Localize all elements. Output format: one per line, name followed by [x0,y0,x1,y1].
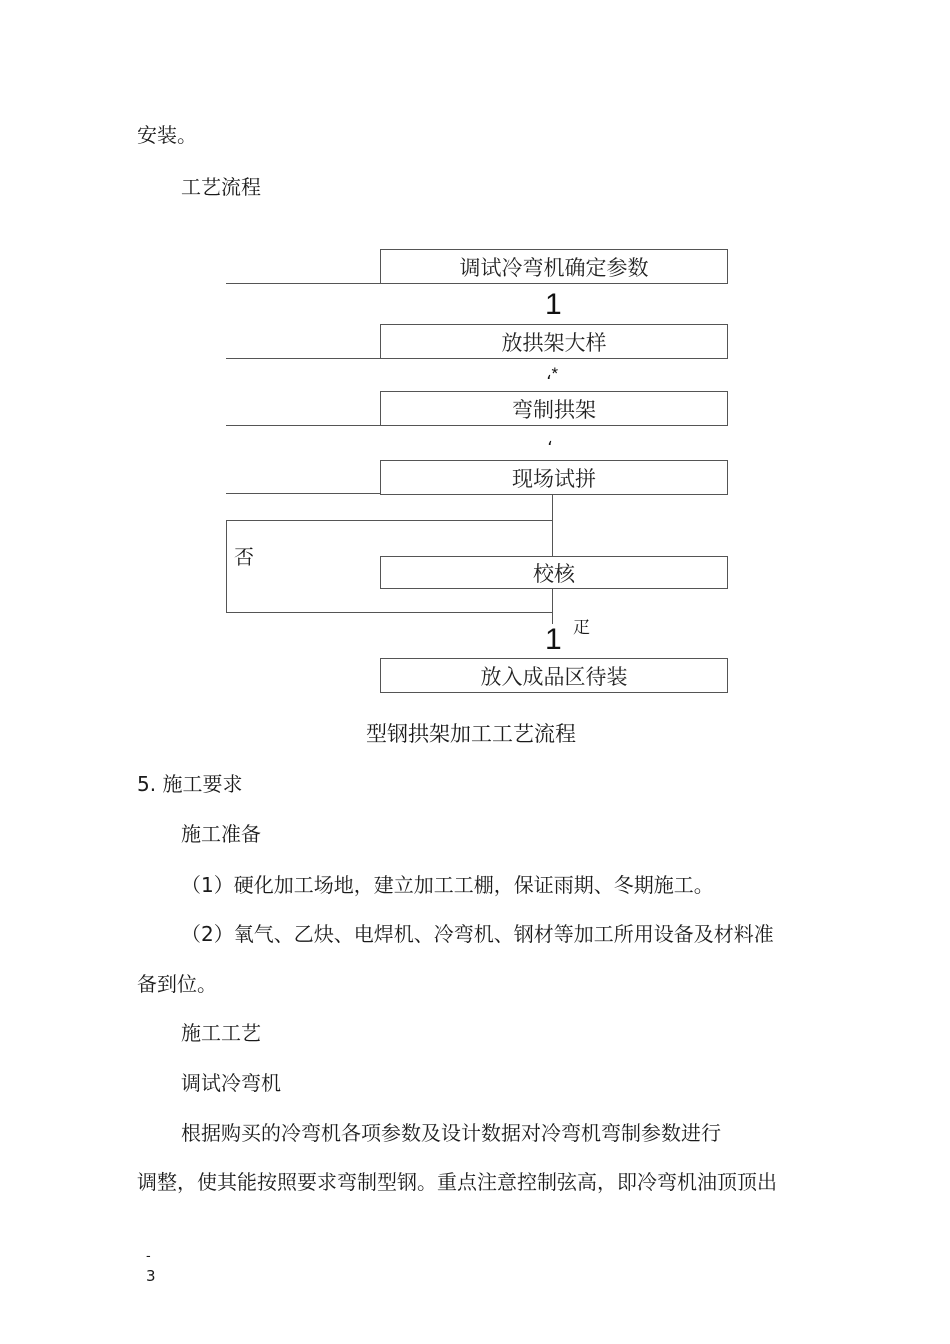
flow-no-label: 否 [234,545,254,569]
flowchart-caption: 型钢拱架加工工艺流程 [366,722,576,746]
flow-step-debug-machine: 调试冷弯机确定参数 [380,249,728,284]
flow-step-bend: 弯制拱架 [380,391,728,426]
paragraph-debug-line-1: 根据购买的冷弯机各项参数及设计数据对冷弯机弯制参数进行 [181,1121,721,1145]
paragraph-item-2-line-2: 备到位。 [137,972,217,996]
section-5-heading: 5. 施工要求 [137,772,243,796]
flow-step-layout: 放拱架大样 [380,324,728,359]
heading-debug-machine: 调试冷弯机 [181,1071,281,1095]
heading-construction-prep: 施工准备 [181,822,261,846]
flow-mark-3: ، [547,430,553,449]
flow-arrow-final: 1 [545,623,562,656]
page-number: 3 [146,1267,156,1285]
paragraph-item-1: （1）硬化加工场地，建立加工工棚，保证雨期、冬期施工。 [181,873,714,897]
flow-step-trial: 现场试拼 [380,460,728,495]
flow-mark-2: ،* [546,364,559,383]
flow-arrow-1: 1 [545,288,562,321]
flow-yes-label: 疋 [573,618,590,638]
flow-loop-left [226,520,227,613]
flow-connector-check-down [552,588,553,624]
flow-side-line-4 [226,493,381,494]
flow-side-line-1 [226,283,381,284]
flow-step-check: 校核 [380,556,728,589]
paragraph-item-2-line-1: （2）氧气、乙炔、电焊机、冷弯机、钢材等加工所用设备及材料准 [181,922,774,946]
flow-side-line-2 [226,358,381,359]
heading-process-flow: 工艺流程 [181,175,261,199]
flow-side-line-3 [226,425,381,426]
footer-dash: - [146,1249,151,1264]
flow-connector-trial-to-check [552,494,553,557]
text-line-install: 安装。 [137,123,197,147]
heading-construction-craft: 施工工艺 [181,1021,261,1045]
flow-step-storage: 放入成品区待装 [380,658,728,693]
paragraph-debug-line-2: 调整，使其能按照要求弯制型钢。重点注意控制弦高，即冷弯机油顶顶出 [137,1170,777,1194]
flow-loop-top [226,520,553,521]
flow-loop-bottom [226,612,553,613]
